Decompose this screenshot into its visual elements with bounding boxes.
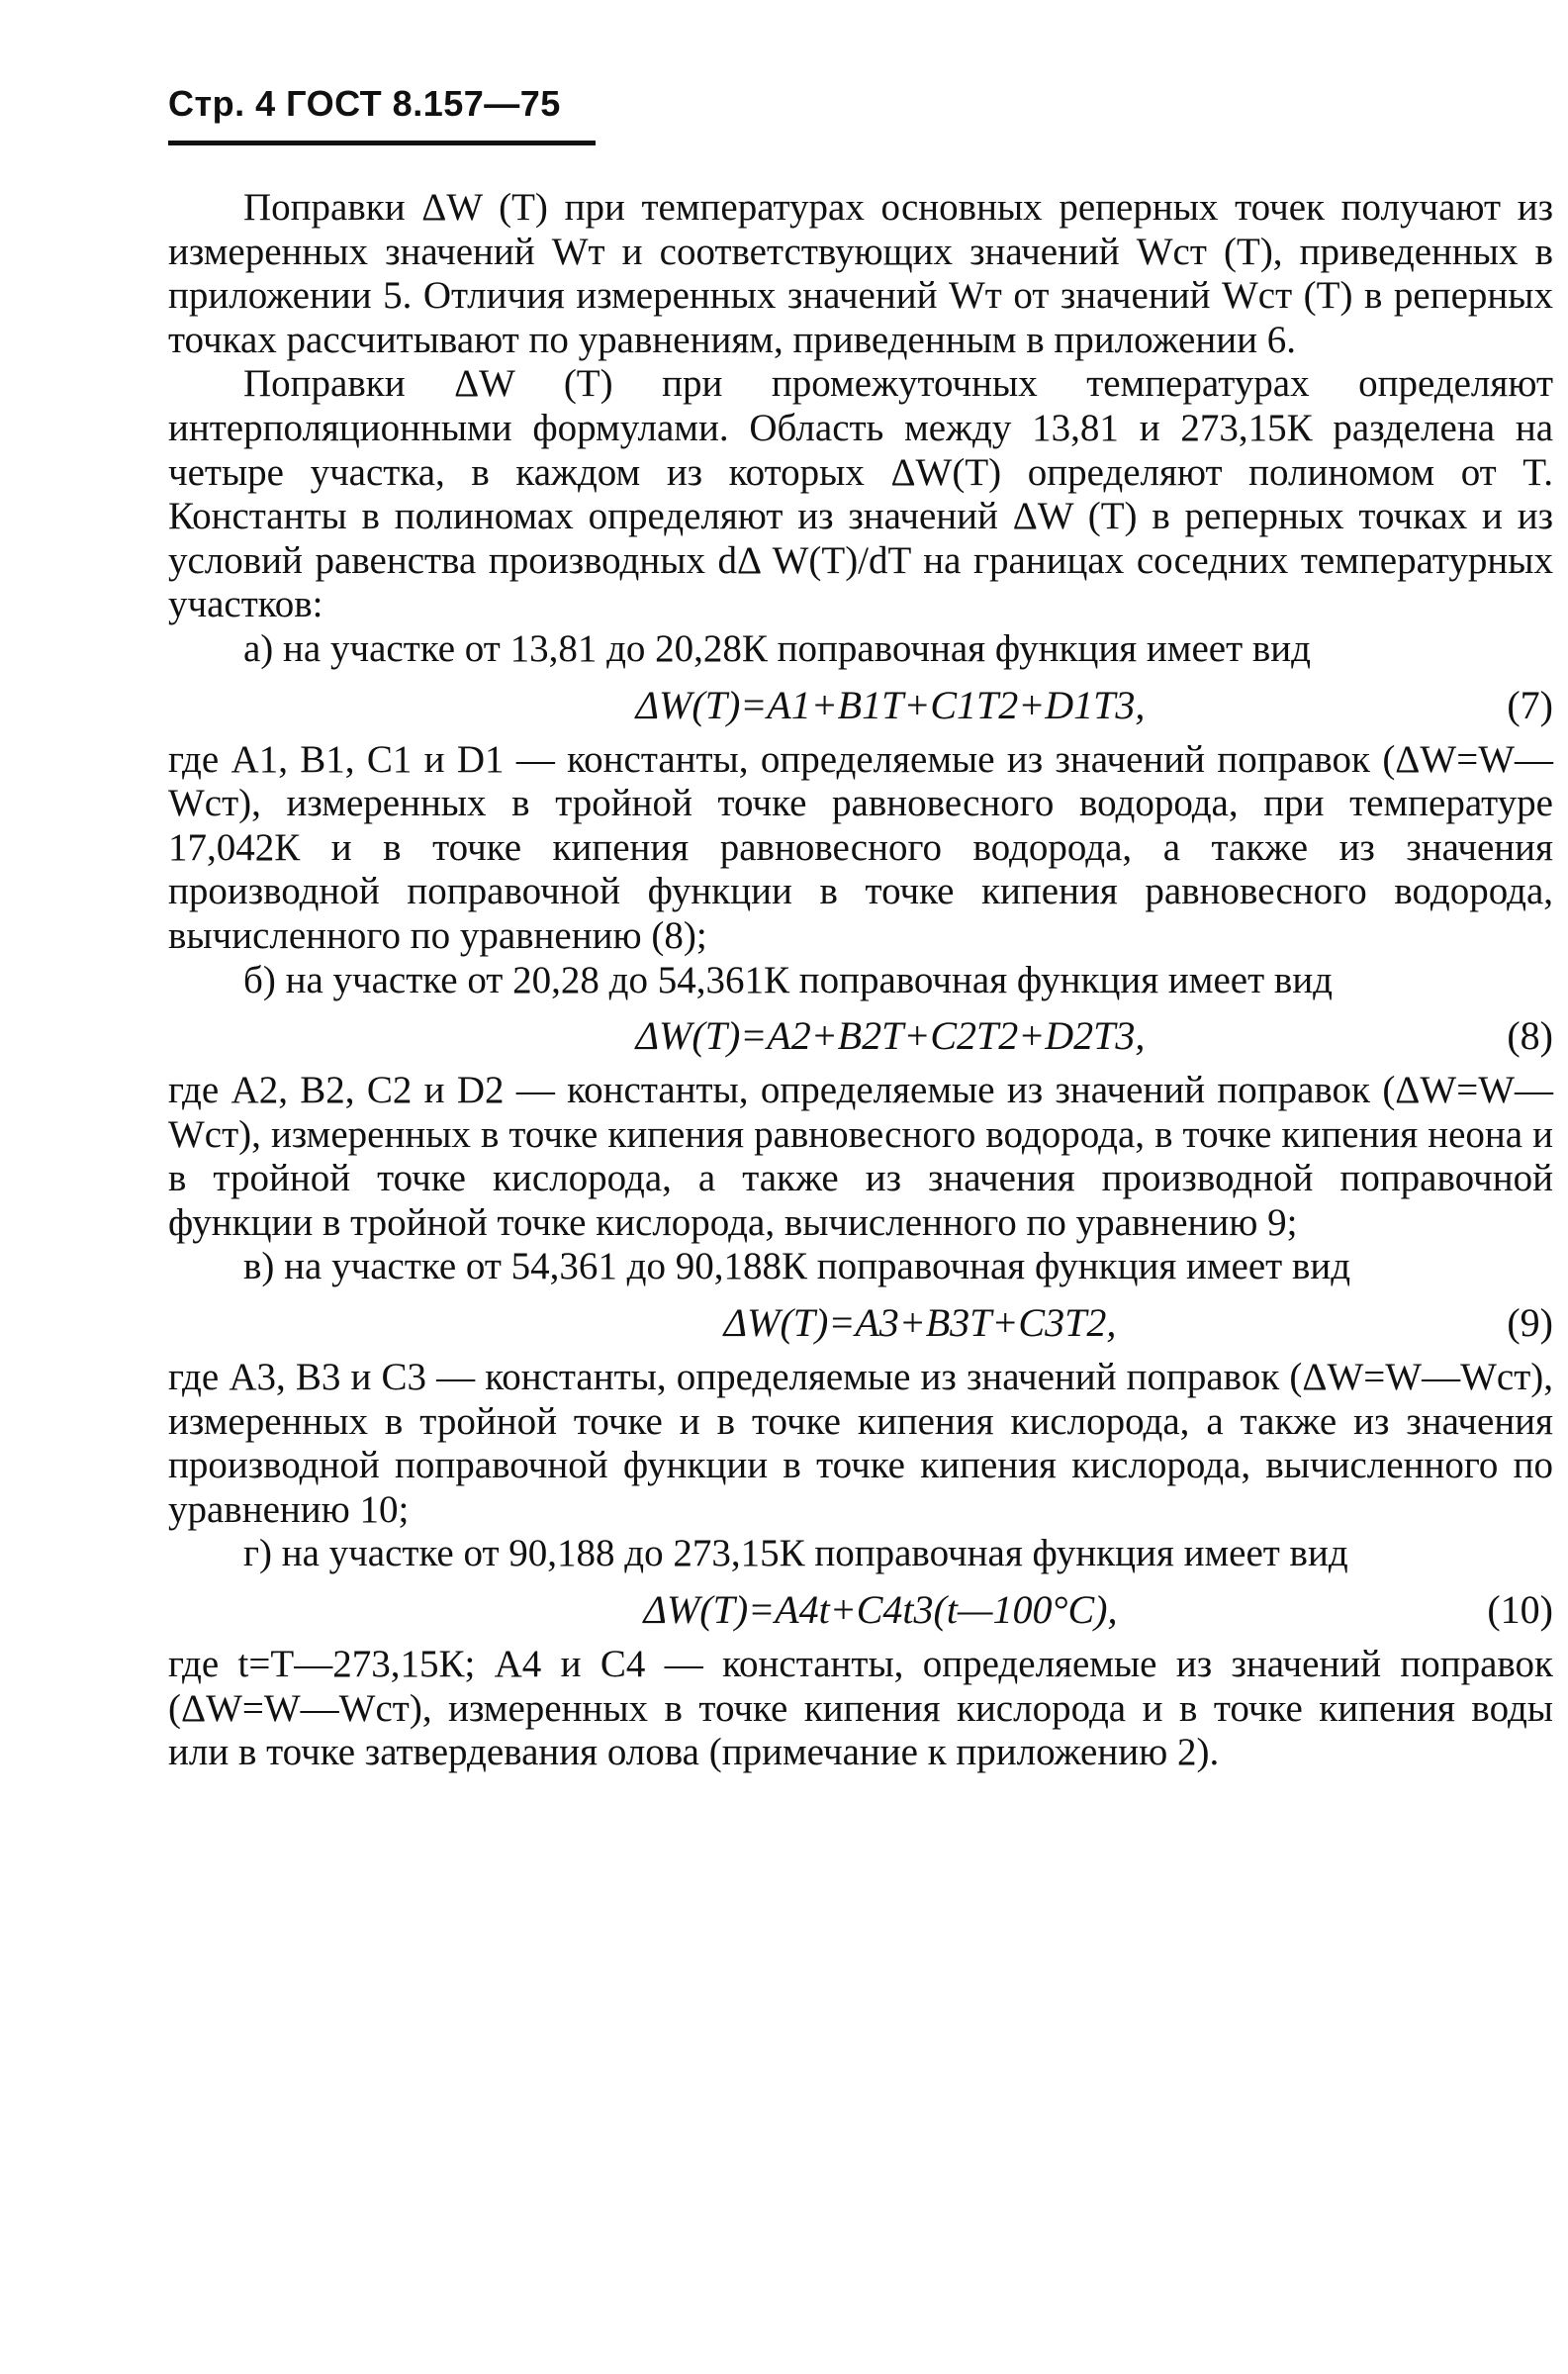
item-b: б) на участке от 20,28 до 54,361К поправочная функция имеет вид xyxy=(243,958,1334,1001)
paragraph-interpolation: Поправки ΔW (T) при промежуточных температурах определяют интерполяционными формулами. Область между 13,81 и 273,15К разделена на четыре участка, в каждом из которых ΔW(T) определяют полиномом от T. Константы в полиномах определяют из значений ΔW (T) в реперных точках и из условий равенства производных dΔ W(T)/dT на границах соседних температурных участков: xyxy=(168,362,1553,626)
formula-8 xyxy=(168,1002,1553,1069)
formula-10-expression: ΔW(T)=A4t+C4t3(t—100°С), xyxy=(643,1587,1118,1633)
explanation-c: где A3, B3 и C3 — константы, определяемые из значений поправок (ΔW=W—Wст), измеренных в тройной точке и в точке кипения кислорода, а также из значения производной поправочной функции в точке кипения кислорода, вычисленного по уравнению 10; xyxy=(168,1356,1553,1531)
formula-8-number: (8) xyxy=(1507,1013,1553,1059)
item-d: г) на участке от 90,188 до 273,15К поправочная функция имеет вид xyxy=(243,1532,1348,1575)
explanation-b: где A2, B2, C2 и D2 — константы, определяемые из значений поправок (ΔW=W—Wст), измеренных в точке кипения равновесного водорода, в точке кипения неона и в тройной точке кислорода, а также из значения производной поправочной функции в тройной точке кислорода, вычисленного по уравнению 9; xyxy=(168,1069,1553,1244)
formula-10-number: (10) xyxy=(1487,1587,1553,1633)
formula-9-number: (9) xyxy=(1507,1300,1553,1346)
page-header: Стр. 4 ГОСТ 8.157—75 xyxy=(168,83,561,124)
formula-9-expression: ΔW(T)=A3+B3T+C3T2, xyxy=(723,1300,1117,1346)
item-a: а) на участке от 13,81 до 20,28К поправочная функция имеет вид xyxy=(243,626,1311,670)
item-c: в) на участке от 54,361 до 90,188К поправочная функция имеет вид xyxy=(243,1245,1351,1288)
explanation-a: где A1, B1, C1 и D1 — константы, определяемые из значений поправок (ΔW=W—Wст), измеренных в тройной точке равновесного водорода, при температуре 17,042К и в точке кипения равновесного водорода, а также из значения производной поправочной функции в точке кипения равновесного водорода, вычисленного по уравнению (8); xyxy=(168,737,1553,957)
formula-10 xyxy=(168,1576,1553,1643)
formula-9 xyxy=(168,1289,1553,1356)
body-text xyxy=(168,186,1553,1775)
explanation-d: где t=T—273,15К; A4 и C4 — константы, определяемые из значений поправок (ΔW=W—Wст), измеренных в точке кипения кислорода и в точке кипения воды или в точке затвердевания олова (примечание к приложению 2). xyxy=(168,1643,1553,1774)
formula-7 xyxy=(168,672,1553,738)
header-rule xyxy=(168,141,596,145)
paragraph-intro: Поправки ΔW (T) при температурах основных реперных точек получают из измеренных значений Wт и соответствующих значений Wст (T), приведенных в приложении 5. Отличия измеренных значений Wт от значений Wст (T) в реперных точках рассчитывают по уравнениям, приведенным в приложении 6. xyxy=(168,186,1553,361)
formula-8-expression: ΔW(T)=A2+B2T+C2T2+D2T3, xyxy=(635,1013,1146,1059)
formula-7-number: (7) xyxy=(1507,682,1553,727)
formula-7-expression: ΔW(T)=A1+B1T+C1T2+D1T3, xyxy=(635,682,1146,727)
